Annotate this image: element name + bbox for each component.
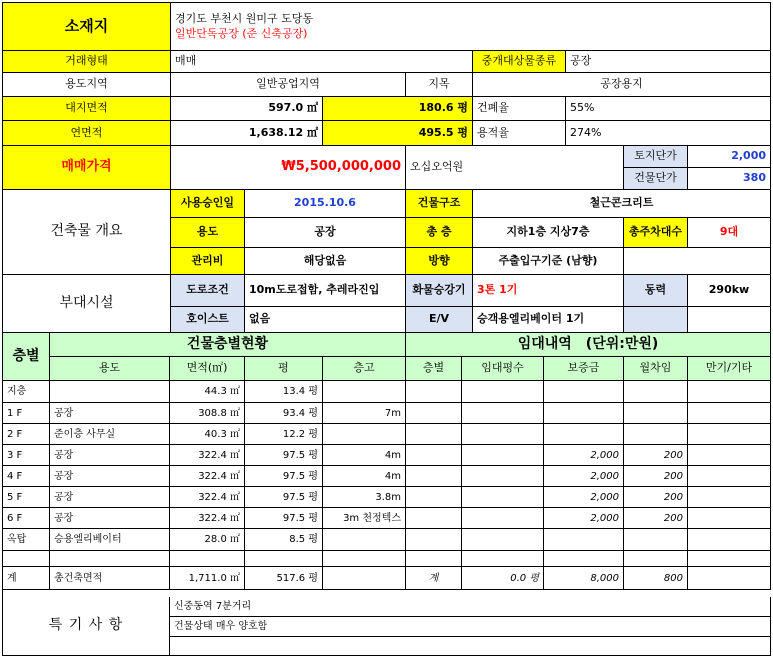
trade-type-value: 매매 <box>171 51 473 73</box>
row-pyeong-cell: 12.2 평 <box>245 424 323 445</box>
row-empty-cell <box>50 551 170 567</box>
floor-area-m2: 1,638.12 ㎡ <box>171 121 323 146</box>
row-lease-area-cell <box>462 403 544 424</box>
row-lease-area-cell <box>462 445 544 466</box>
freight-lift-label: 화물승강기 <box>406 275 473 307</box>
row-use-cell: 공장 <box>50 403 170 424</box>
row-deposit-cell: 2,000 <box>544 445 624 466</box>
hoist-value: 없음 <box>245 307 406 333</box>
hoist-label: 호이스트 <box>171 307 245 333</box>
row-empty-cell <box>406 551 462 567</box>
elevator-blank-shaded <box>624 307 688 333</box>
row-expiry-cell <box>688 529 771 551</box>
row-deposit-cell <box>544 403 624 424</box>
row-use-cell: 공장 <box>50 445 170 466</box>
row-lease-area-cell <box>462 466 544 487</box>
row-lease-floor-cell <box>406 487 462 508</box>
row-lease-floor-cell <box>406 466 462 487</box>
jimok-value: 공장용지 <box>473 73 771 97</box>
land-area-m2: 597.0 ㎡ <box>171 97 323 121</box>
row-expiry-cell <box>688 508 771 529</box>
structure-label: 건물구조 <box>406 190 473 218</box>
parking-label: 총주차대수 <box>624 218 688 248</box>
power-label: 동력 <box>624 275 688 307</box>
elevator-value: 승객용엘리베이터 1기 <box>473 307 624 333</box>
row-rent-cell <box>624 381 688 403</box>
row-lease-floor-cell <box>406 529 462 551</box>
row-pyeong-cell: 97.5 평 <box>245 466 323 487</box>
row-area-cell: 322.4 ㎡ <box>170 445 245 466</box>
property-subtitle: 일반단독공장 (준 신축공장) <box>175 26 308 40</box>
row-rent-cell <box>624 424 688 445</box>
use-label: 용도 <box>171 218 245 248</box>
row-floor-cell: 4 F <box>3 466 50 487</box>
facilities-label: 부대시설 <box>3 275 171 333</box>
floor-ratio-value: 274% <box>566 121 771 146</box>
total-lease-area-cell: 0.0 평 <box>462 567 544 590</box>
elevator-label: E/V <box>406 307 473 333</box>
building-overview-label: 건축물 개요 <box>3 190 171 275</box>
row-empty-cell <box>170 551 245 567</box>
row-area-cell: 40.3 ㎡ <box>170 424 245 445</box>
row-floor-cell: 2 F <box>3 424 50 445</box>
row-pyeong-cell: 97.5 평 <box>245 487 323 508</box>
total-floors-label: 총 층 <box>406 218 473 248</box>
row-lease-area-cell <box>462 424 544 445</box>
total-height-cell <box>323 567 406 590</box>
row-rent-cell: 200 <box>624 508 688 529</box>
row-area-cell: 322.4 ㎡ <box>170 466 245 487</box>
row-rent-cell: 200 <box>624 487 688 508</box>
row-height-cell: 3.8m <box>323 487 406 508</box>
maintenance-fee-label: 관리비 <box>171 248 245 275</box>
row-lease-area-cell <box>462 508 544 529</box>
total-expiry-cell <box>688 567 771 590</box>
lease-unit: (단위:만원) <box>585 335 659 352</box>
row-empty-cell <box>323 551 406 567</box>
floor-area-label: 연면적 <box>3 121 171 146</box>
row-height-cell <box>323 529 406 551</box>
zone-label: 용도지역 <box>3 73 171 97</box>
floor-header: 층별 <box>3 333 50 381</box>
row-empty-cell <box>688 551 771 567</box>
row-rent-cell <box>624 529 688 551</box>
land-unit-price-value: 2,000 <box>688 146 771 168</box>
approval-date-label: 사용승인일 <box>171 190 245 218</box>
lease-title: 임대내역 <box>517 335 572 352</box>
note-line-1: 신중동역 7분거리 <box>170 597 771 617</box>
row-expiry-cell <box>688 424 771 445</box>
structure-value: 철근콘크리트 <box>473 190 771 218</box>
sale-price-label: 매매가격 <box>3 146 171 190</box>
row-pyeong-cell: 8.5 평 <box>245 529 323 551</box>
row-area-cell: 28.0 ㎡ <box>170 529 245 551</box>
property-type-value: 공장 <box>566 51 771 73</box>
row-height-cell: 4m <box>323 466 406 487</box>
col-lease-area: 임대평수 <box>462 357 544 381</box>
col-pyeong: 평 <box>245 357 323 381</box>
notes-label: 특 기 사 항 <box>3 597 170 656</box>
row-height-cell: 7m <box>323 403 406 424</box>
direction-value: 주출입구기준 (남향) <box>473 248 624 275</box>
row-lease-floor-cell <box>406 508 462 529</box>
note-line-2: 건물상태 매우 양호함 <box>170 617 771 637</box>
row-deposit-cell <box>544 424 624 445</box>
row-use-cell: 공장 <box>50 487 170 508</box>
sale-price-value: ₩5,500,000,000 <box>171 146 406 190</box>
row-deposit-cell: 2,000 <box>544 508 624 529</box>
row-floor-cell: 6 F <box>3 508 50 529</box>
row-use-cell: 준이층 사무실 <box>50 424 170 445</box>
lease-title-cell <box>406 333 771 357</box>
row-deposit-cell: 2,000 <box>544 487 624 508</box>
row-rent-cell <box>624 403 688 424</box>
row-area-cell: 322.4 ㎡ <box>170 508 245 529</box>
row-lease-floor-cell <box>406 424 462 445</box>
row-floor-cell: 1 F <box>3 403 50 424</box>
row-area-cell: 308.8 ㎡ <box>170 403 245 424</box>
col-use: 용도 <box>50 357 170 381</box>
row-expiry-cell <box>688 381 771 403</box>
approval-date-value: 2015.10.6 <box>245 190 406 218</box>
jimok-label: 지목 <box>406 73 473 97</box>
row-floor-cell: 지층 <box>3 381 50 403</box>
zone-value: 일반공업지역 <box>171 73 406 97</box>
row-expiry-cell <box>688 466 771 487</box>
direction-blank <box>624 248 771 275</box>
row-empty-cell <box>3 551 50 567</box>
col-expiry: 만기/기타 <box>688 357 771 381</box>
row-lease-floor-cell <box>406 403 462 424</box>
floor-area-pyeong: 495.5 평 <box>323 121 473 146</box>
building-unit-price-value: 380 <box>688 168 771 190</box>
row-height-cell <box>323 381 406 403</box>
total-floor-cell: 계 <box>3 567 50 590</box>
col-deposit: 보증금 <box>544 357 624 381</box>
row-expiry-cell <box>688 445 771 466</box>
row-empty-cell <box>245 551 323 567</box>
direction-label: 방향 <box>406 248 473 275</box>
row-lease-floor-cell <box>406 381 462 403</box>
maintenance-fee-value: 해당없음 <box>245 248 406 275</box>
property-type-label: 중개대상물종류 <box>473 51 566 73</box>
row-lease-area-cell <box>462 529 544 551</box>
row-empty-cell <box>462 551 544 567</box>
road-condition-label: 도로조건 <box>171 275 245 307</box>
row-floor-cell: 3 F <box>3 445 50 466</box>
sale-price-korean: 오십오억원 <box>406 146 624 190</box>
freight-lift-value: 3톤 1기 <box>473 275 624 307</box>
row-area-cell: 44.3 ㎡ <box>170 381 245 403</box>
row-use-cell: 공장 <box>50 508 170 529</box>
row-empty-cell <box>544 551 624 567</box>
parking-value: 9대 <box>688 218 771 248</box>
total-deposit-cell: 8,000 <box>544 567 624 590</box>
row-lease-floor-cell <box>406 445 462 466</box>
col-monthly-rent: 월차임 <box>624 357 688 381</box>
land-area-pyeong: 180.6 평 <box>323 97 473 121</box>
building-status-title: 건물층별현황 <box>50 333 406 357</box>
row-use-cell: 공장 <box>50 466 170 487</box>
row-rent-cell: 200 <box>624 466 688 487</box>
row-pyeong-cell: 97.5 평 <box>245 508 323 529</box>
total-use-cell: 총건축면적 <box>50 567 170 590</box>
row-height-cell: 4m <box>323 445 406 466</box>
col-area: 면적(㎡) <box>170 357 245 381</box>
row-pyeong-cell: 97.5 평 <box>245 445 323 466</box>
total-rent-cell: 800 <box>624 567 688 590</box>
row-height-cell: 3m 천정텍스 <box>323 508 406 529</box>
total-pyeong-cell: 517.6 평 <box>245 567 323 590</box>
road-condition-value: 10m도로접함, 추레라진입 <box>245 275 406 307</box>
use-value: 공장 <box>245 218 406 248</box>
land-unit-price-label: 토지단가 <box>624 146 688 168</box>
row-lease-area-cell <box>462 381 544 403</box>
row-area-cell: 322.4 ㎡ <box>170 487 245 508</box>
address-text: 경기도 부천시 원미구 도당동 <box>175 11 314 25</box>
land-area-label: 대지면적 <box>3 97 171 121</box>
row-use-cell: 승용엘리베이터 <box>50 529 170 551</box>
row-height-cell <box>323 424 406 445</box>
row-deposit-cell: 2,000 <box>544 466 624 487</box>
total-area-cell: 1,711.0 ㎡ <box>170 567 245 590</box>
row-pyeong-cell: 13.4 평 <box>245 381 323 403</box>
row-deposit-cell <box>544 381 624 403</box>
location-value <box>171 3 771 51</box>
row-pyeong-cell: 93.4 평 <box>245 403 323 424</box>
elevator-blank <box>688 307 771 333</box>
coverage-ratio-label: 건폐율 <box>473 97 566 121</box>
note-line-3 <box>170 637 771 656</box>
row-expiry-cell <box>688 403 771 424</box>
power-value: 290kw <box>688 275 771 307</box>
total-floors-value: 지하1층 지상7층 <box>473 218 624 248</box>
row-lease-area-cell <box>462 487 544 508</box>
total-lease-floor-cell: 계 <box>406 567 462 590</box>
trade-type-label: 거래형태 <box>3 51 171 73</box>
row-expiry-cell <box>688 487 771 508</box>
row-empty-cell <box>624 551 688 567</box>
row-use-cell <box>50 381 170 403</box>
col-height: 층고 <box>323 357 406 381</box>
building-unit-price-label: 건물단가 <box>624 168 688 190</box>
row-deposit-cell <box>544 529 624 551</box>
floor-ratio-label: 용적율 <box>473 121 566 146</box>
location-label: 소재지 <box>3 3 171 51</box>
row-floor-cell: 옥탑 <box>3 529 50 551</box>
coverage-ratio-value: 55% <box>566 97 771 121</box>
col-lease-floor: 층별 <box>406 357 462 381</box>
row-rent-cell: 200 <box>624 445 688 466</box>
row-floor-cell: 5 F <box>3 487 50 508</box>
